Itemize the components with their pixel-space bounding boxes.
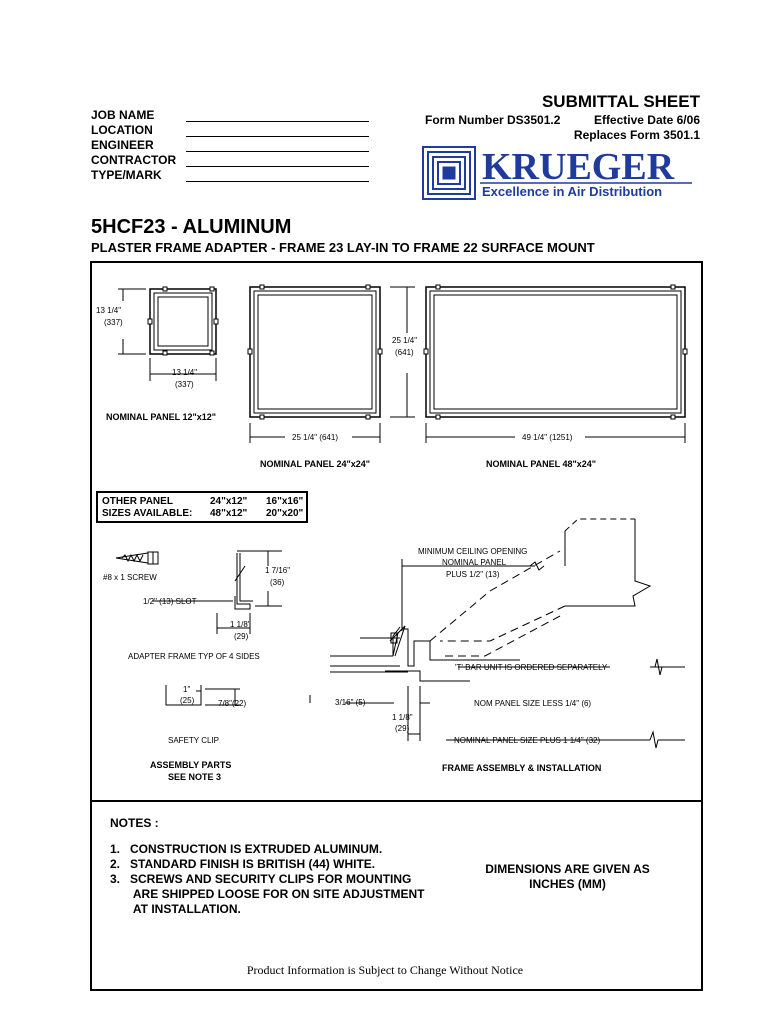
install-width-dim: 1 1/8" — [392, 713, 413, 722]
panel24-height-dim: 25 1/4" — [392, 336, 418, 345]
field-contractor: CONTRACTOR — [91, 153, 177, 167]
location-line[interactable] — [186, 136, 369, 137]
field-location: LOCATION — [91, 123, 153, 137]
assembly-parts-label: ASSEMBLY PARTS — [150, 760, 232, 770]
frame-height-mm: (36) — [270, 578, 285, 587]
panel24-width-dim: 25 1/4" (641) — [292, 433, 338, 442]
install-width-mm: (29) — [395, 724, 410, 733]
frame-width-mm: (29) — [234, 632, 249, 641]
see-note-label: SEE NOTE 3 — [168, 772, 222, 782]
nom-less-dim: NOM PANEL SIZE LESS 1/4" (6) — [474, 699, 592, 708]
submittal-sheet-title: SUBMITTAL SHEET — [541, 92, 700, 111]
safety-clip-label: SAFETY CLIP — [168, 736, 219, 745]
panel-48-drawing — [424, 285, 687, 443]
frame-height-dim: 1 7/16" — [265, 566, 291, 575]
adapter-frame-label: ADAPTER FRAME TYP OF 4 SIDES — [128, 652, 260, 661]
panel48-width-dim: 49 1/4" (1251) — [522, 433, 573, 442]
ceiling-opening-label: MINIMUM CEILING OPENING — [418, 547, 528, 556]
size-16x16: 16"x16" — [266, 496, 304, 507]
slot-label: 1/2" (13) SLOT — [143, 597, 197, 606]
frame-assembly-label: FRAME ASSEMBLY & INSTALLATION — [442, 763, 602, 773]
product-subtitle: PLASTER FRAME ADAPTER - FRAME 23 LAY-IN TO FRAME 22 SURFACE MOUNT — [91, 240, 595, 255]
engineer-line[interactable] — [186, 151, 369, 152]
krueger-logo — [422, 146, 702, 200]
panel12-width-mm: (337) — [175, 380, 194, 389]
adapter-frame-profile — [152, 551, 285, 634]
nom-plus-dim: NOMINAL PANEL SIZE PLUS 1 1/4" (32) — [454, 736, 601, 745]
dimensions-note-line2: INCHES (MM) — [529, 877, 606, 891]
job-info-fields — [91, 108, 176, 183]
size-48x12: 48"x12" — [210, 508, 248, 519]
other-sizes-box — [96, 491, 308, 523]
plus-half-label: PLUS 1/2" (13) — [446, 570, 500, 579]
panel24-height-mm: (641) — [395, 348, 414, 357]
gap-dim: 3/16" (5) — [335, 698, 366, 707]
note-item: 3. SCREWS AND SECURITY CLIPS FOR MOUNTING — [110, 872, 412, 886]
field-job-name: JOB NAME — [91, 108, 155, 122]
tbar-label: 'T' BAR UNIT IS ORDERED SEPARATELY — [455, 663, 608, 672]
panel24-label: NOMINAL PANEL 24"x24" — [260, 459, 371, 469]
size-24x12: 24"x12" — [210, 496, 248, 507]
field-type-mark: TYPE/MARK — [91, 168, 162, 182]
note-item: ARE SHIPPED LOOSE FOR ON SITE ADJUSTMENT — [110, 887, 425, 901]
type-mark-line[interactable] — [186, 181, 369, 182]
clip-height-dim: 7/8"(22) — [218, 699, 247, 708]
replaces-form: Replaces Form 3501.1 — [573, 128, 700, 142]
notes-list — [110, 842, 424, 917]
dimensions-note — [470, 862, 665, 892]
field-engineer: ENGINEER — [91, 138, 154, 152]
panel-12-drawing — [118, 287, 218, 381]
clip-width-dim: 1" — [183, 685, 191, 694]
panel12-height-dim: 13 1/4" — [96, 306, 122, 315]
screw-label: #8 x 1 SCREW — [103, 573, 157, 582]
logo-name: KRUEGER — [482, 146, 675, 188]
footer-disclaimer: Product Information is Subject to Change Without Notice — [246, 963, 524, 977]
panel12-height-mm: (337) — [104, 318, 123, 327]
form-number: Form Number DS3501.2 — [425, 113, 561, 127]
note-item: AT INSTALLATION. — [110, 902, 241, 916]
logo-tagline: Excellence in Air Distribution — [482, 184, 663, 199]
sizes-available-label: SIZES AVAILABLE: — [102, 508, 193, 519]
note-item: 2. STANDARD FINISH IS BRITISH (44) WHITE. — [110, 857, 376, 871]
panel48-label: NOMINAL PANEL 48"x24" — [486, 459, 597, 469]
size-20x20: 20"x20" — [266, 508, 304, 519]
effective-date: Effective Date 6/06 — [593, 113, 700, 127]
nominal-panel-label: NOMINAL PANEL — [442, 558, 507, 567]
product-name: 5HCF23 - ALUMINUM — [91, 216, 292, 238]
clip-width-mm: (25) — [180, 696, 195, 705]
contractor-line[interactable] — [186, 166, 369, 167]
panel-24-drawing — [248, 285, 418, 443]
note-item: 1. CONSTRUCTION IS EXTRUDED ALUMINUM. — [110, 842, 383, 856]
screw-drawing — [116, 552, 158, 564]
job-name-line[interactable] — [186, 121, 369, 122]
dimensions-note-line1: DIMENSIONS ARE GIVEN AS — [485, 862, 650, 876]
panel12-label: NOMINAL PANEL 12"x12" — [106, 412, 217, 422]
other-panel-label: OTHER PANEL — [102, 496, 173, 507]
logo-mark — [423, 147, 475, 199]
frame-width-dim: 1 1/8" — [230, 620, 251, 629]
panel12-width-dim: 13 1/4" — [172, 368, 198, 377]
notes-title: NOTES : — [110, 816, 159, 830]
